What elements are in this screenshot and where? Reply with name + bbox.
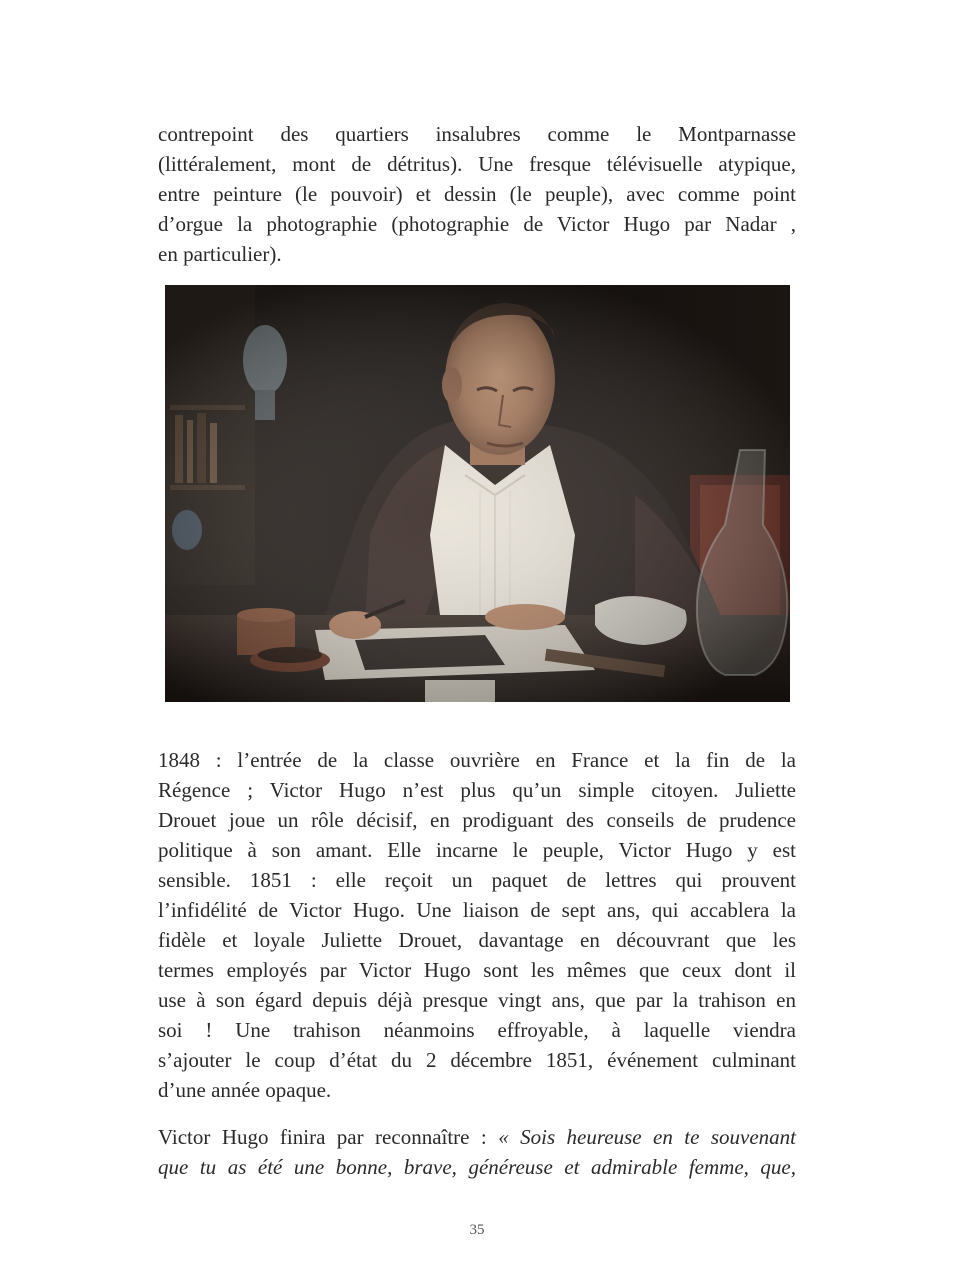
text-line	[158, 1122, 796, 1152]
text-line: s’ajouter le coup d’état du 2 décembre 1851, événement culminant	[158, 1048, 796, 1072]
text-line: Régence ; Victor Hugo n’est plus qu’un simple citoyen. Juliette	[158, 778, 796, 802]
quote-intro: Victor Hugo finira par reconnaître :	[158, 1125, 499, 1149]
quote-text: que tu as été une bonne, brave, généreuse et admirable femme, que,	[158, 1155, 796, 1179]
text-line: en particulier).	[158, 242, 282, 266]
text-line: contrepoint des quartiers insalubres comme le Montparnasse	[158, 122, 796, 146]
text-line: fidèle et loyale Juliette Drouet, davantage en découvrant que les	[158, 928, 796, 952]
text-line: d’une année opaque.	[158, 1078, 332, 1102]
text-line: sensible. 1851 : elle reçoit un paquet de lettres qui prouvent	[158, 868, 796, 892]
page-number: 35	[469, 1222, 485, 1238]
text-line: entre peinture (le pouvoir) et dessin (le peuple), avec comme point	[158, 182, 796, 206]
text-line: 1848 : l’entrée de la classe ouvrière en France et la fin de la	[158, 748, 796, 772]
paragraph-montparnasse	[158, 119, 796, 269]
text-line: soi ! Une trahison néanmoins effroyable, à laquelle viendra	[158, 1018, 796, 1042]
paragraph-1848	[158, 745, 796, 1105]
text-line: (littéralement, mont de détritus). Une fresque télévisuelle atypique,	[158, 152, 796, 176]
victor-hugo-drawing-photo	[165, 285, 790, 702]
text-line: politique à son amant. Elle incarne le peuple, Victor Hugo y est	[158, 838, 796, 862]
text-line: l’infidélité de Victor Hugo. Une liaison de sept ans, qui accablera la	[158, 898, 796, 922]
text-line: use à son égard depuis déjà presque vingt ans, que par la trahison en	[158, 988, 796, 1012]
text-line: termes employés par Victor Hugo sont les mêmes que ceux dont il	[158, 958, 796, 982]
text-line: d’orgue la photographie (photographie de Victor Hugo par Nadar ,	[158, 212, 796, 236]
text-line: Drouet joue un rôle décisif, en prodiguant des conseils de prudence	[158, 808, 796, 832]
quote-text: « Sois heureuse en te souvenant	[498, 1125, 796, 1149]
paragraph-quote	[158, 1122, 796, 1182]
